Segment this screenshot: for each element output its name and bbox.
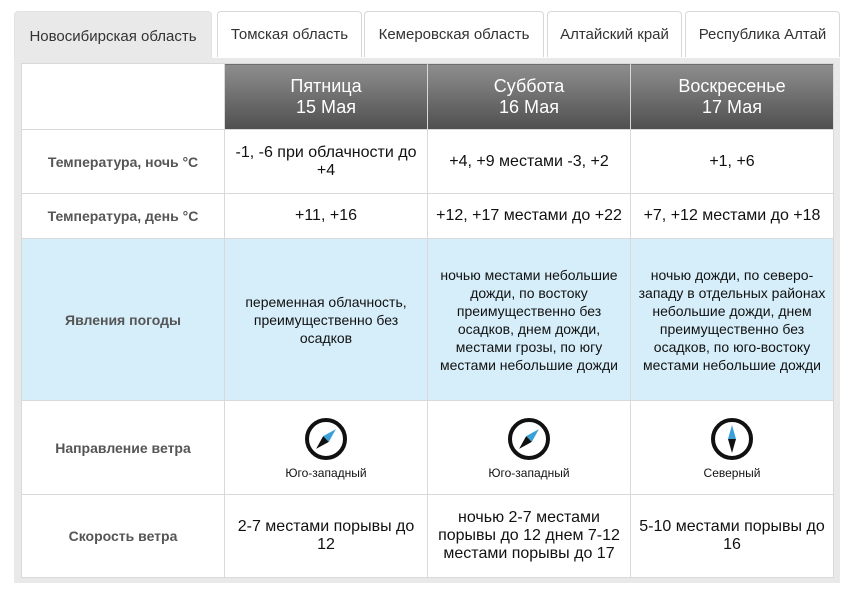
row-label-phenomena: Явления погоды: [22, 239, 225, 401]
row-label-temp-day: Температура, день °C: [22, 194, 225, 239]
row-temp-night: [22, 130, 834, 194]
row-phenomena: [22, 239, 834, 401]
tab-tomsk[interactable]: [217, 11, 362, 57]
compass-southwest-icon: [506, 416, 552, 462]
tab-altai-republic[interactable]: [685, 11, 840, 57]
tab-label: Кемеровская область: [378, 26, 530, 43]
wind-direction-label: Юго-западный: [285, 465, 367, 480]
row-temp-day: [22, 194, 834, 239]
wind-direction-label: Северный: [703, 465, 761, 480]
date: 15 Мая: [296, 96, 356, 117]
wind-speed-value: 5-10 местами порывы до 16: [631, 495, 834, 578]
tab-kemerovo[interactable]: [364, 11, 544, 57]
tab-label: Республика Алтай: [698, 26, 827, 43]
temp-day-value: +11, +16: [225, 194, 428, 239]
day-header-sunday: [631, 64, 834, 130]
day-header-saturday: [428, 64, 631, 130]
compass-southwest-icon: [303, 416, 349, 462]
temp-night-value: +4, +9 местами -3, +2: [428, 130, 631, 194]
phenomena-value: ночью местами небольшие дожди, по востоку преимущественно без осадков, днем дожди, местами грозы, по югу местами небольшие дожди: [428, 239, 631, 401]
row-wind-direction: [22, 401, 834, 495]
phenomena-value: ночью дожди, по северо-западу в отдельных районах небольшие дожди, днем преимущественно без осадков, по юго-востоку местами небольшие дожди: [631, 239, 834, 401]
header-corner: [22, 64, 225, 130]
temp-night-value: +1, +6: [631, 130, 834, 194]
weekday: Пятница: [290, 75, 362, 96]
days-header-row: [22, 64, 834, 130]
wind-speed-value: ночью 2-7 местами порывы до 12 днем 7-12 местами порывы до 17: [428, 495, 631, 578]
wind-speed-value: 2-7 местами порывы до 12: [225, 495, 428, 578]
weekday: Суббота: [493, 75, 565, 96]
wind-direction-cell: [428, 401, 631, 495]
weekday: Воскресенье: [678, 75, 786, 96]
temp-day-value: +12, +17 местами до +22: [428, 194, 631, 239]
wind-direction-label: Юго-западный: [488, 465, 570, 480]
temp-day-value: +7, +12 местами до +18: [631, 194, 834, 239]
row-label-temp-night: Температура, ночь °C: [22, 130, 225, 194]
tab-altai-krai[interactable]: [547, 11, 682, 57]
wind-direction-cell: [631, 401, 834, 495]
compass-north-icon: [709, 416, 755, 462]
forecast-panel: [14, 58, 840, 583]
day-header-friday: [225, 64, 428, 130]
tab-novosibirsk[interactable]: [14, 11, 212, 60]
row-label-wind-speed: Скорость ветра: [22, 495, 225, 578]
date: 17 Мая: [702, 96, 762, 117]
date: 16 Мая: [499, 96, 559, 117]
forecast-table: [21, 63, 834, 578]
tab-label: Томская область: [230, 26, 349, 43]
row-wind-speed: [22, 495, 834, 578]
phenomena-value: переменная облачность, преимущественно без осадков: [225, 239, 428, 401]
tab-label: Алтайский край: [560, 26, 669, 43]
temp-night-value: -1, -6 при облачности до +4: [225, 130, 428, 194]
tab-label: Новосибирская область: [29, 27, 197, 45]
row-label-wind-direction: Направление ветра: [22, 401, 225, 495]
wind-direction-cell: [225, 401, 428, 495]
